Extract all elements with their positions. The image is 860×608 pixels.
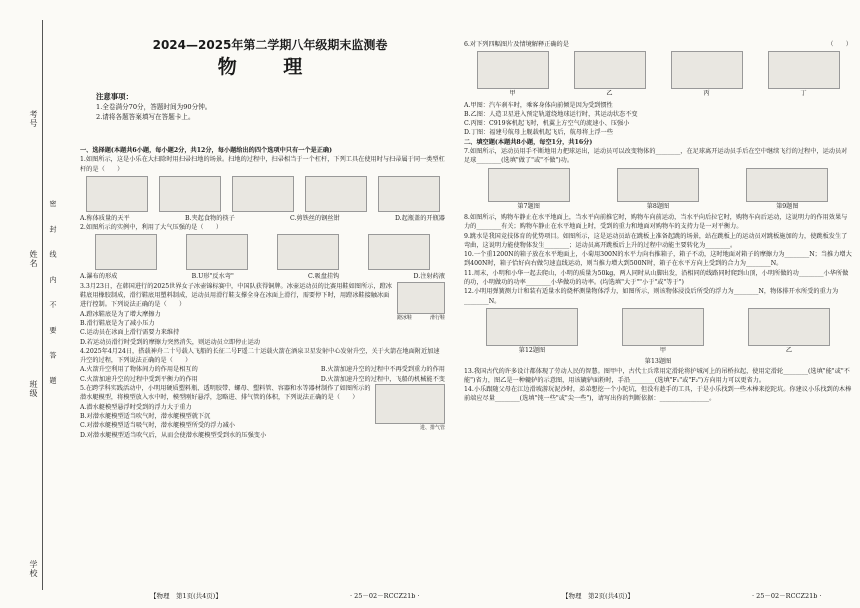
question-10: 10.一个重1200N的箱子放在水平地面上，小菊用300N的水平力向右推箱子，箱子不动，这时地面对箱子的摩擦力为________N；当推力增大到400N时，箱子恰好向右做匀速直线运动，则当推力增大到500N时，箱子在水平方向上受到的合力为________N。 — [464, 251, 852, 268]
q3-figure — [397, 282, 445, 323]
q2-options — [80, 272, 445, 281]
section-heading: 一、选择题(本题共6小题，每小题2分，共12分，每小题给出的四个选项中只有一个是正确) — [80, 147, 333, 154]
label-school: 学校 — [29, 560, 38, 578]
figure-image — [617, 168, 699, 202]
figure-image — [86, 176, 148, 212]
question-11: 11.周末，小明和小华一起去爬山，小明的质量为50kg，两人同时从山脚出发，沿相同的线路同时爬到山顶，小明所做的功________小华所做的功，小明做功的功率________小华做功的功率。(均选填"大于""小于"或"等于") — [464, 269, 849, 287]
option: B.夹起食物的筷子 — [184, 214, 235, 222]
q6-figures — [464, 51, 852, 98]
figure-caption: 第13题图 — [644, 358, 672, 366]
footer-right-page: 【物理 第2页(共4页)】 — [562, 592, 634, 600]
seal-warning: 密 封 线 内 不 要 答 题 — [49, 200, 57, 392]
question-2: 2.如图所示的实例中，利用了大气压强的是（ ） — [80, 224, 223, 232]
question-14: 14.小乐跟随父母在江边滑坡游玩泥沙时，弟弟想挖一个小陀坑，但没有趁手的工具，于是小乐找到一些木棒来挖陀坑。你建议小乐找到的木棒前端应尽量________(选填"钝一些"或"尖一些")，请写出你的判断依据：________________。 — [464, 386, 852, 403]
option: D.起瓶盖的开瓶器 — [394, 214, 445, 222]
q12-13-figures — [464, 308, 852, 355]
footer-left-page: 【物理 第1页(共4页)】 — [150, 592, 222, 600]
figure-image — [671, 51, 743, 89]
figure-image — [488, 168, 570, 202]
figure-caption: 蹬冰鞋 — [397, 314, 413, 321]
q1-options — [80, 214, 445, 223]
option: C.吸盘挂钩 — [308, 273, 340, 281]
option: D.丁图：福建号航母上舰载机起飞后，航母将上浮一些 — [464, 129, 614, 137]
page-right — [452, 0, 860, 608]
section-heading: 二、填空题(本题共8小题，每空1分，共16分) — [464, 138, 593, 146]
figure-caption: 甲 — [509, 90, 516, 98]
figure-caption: 滑行鞋 — [429, 314, 445, 321]
question-13: 13.我国古代的许多设计都体现了劳动人民的智慧。图甲中，古代士兵常用定滑轮将护城河上的吊桥拉起，使用定滑轮________(选填"能"或"不能")省力，图乙是一种辘轳的示意图，用该辘轳面粉时，手沿________(选填"F₁"或"F₂")方向用力可以更省力。 — [464, 367, 850, 384]
figure-image — [574, 51, 646, 89]
figure-caption: 乙 — [785, 346, 793, 354]
option: B.火箭加速升空的过程中不再受到重力的作用 — [320, 366, 445, 374]
question-9: 9.跳水是我国竞技体育的优势项目。如图所示，这是运动员站在跳板上准备起跳的场景，站在跳板上的运动员对跳板施加的力，使跳板发生了弯曲，这说明力能使物体发生________；运动员离开跳板后上升的过程中动能主要转化为________。 — [464, 232, 848, 249]
figure-image — [746, 168, 828, 202]
notice — [96, 92, 436, 122]
figure-image — [397, 282, 445, 314]
question-3: 蹬冰鞋 滑行鞋 3.3月23日，在韩国进行的2025世界女子冰壶锦标赛中，中国队获得铜牌。冰壶运动员的比赛用鞋如图所示，蹬冰鞋底用橡胶制成，滑行鞋底用塑料制成，运动员用滑行鞋支撑全身在冰面上滑行，需要停下时，用蹬冰鞋接触冰面进行控制。下列说法正确的是（ ） A.蹬冰鞋底是为了增大摩擦力 B.滑行鞋底是为了减小压力 C.运动员在冰面上滑行需要力来维持 D.若运动员滑行时受到的摩擦力突然消失，则运动员立即停止运动 — [80, 282, 445, 346]
notice-item: 2.请将各题答案填写在答题卡上。 — [96, 113, 195, 121]
option: C.丙图：C919客机起飞时，机翼上方空气的流速小、压强小 — [464, 120, 630, 128]
option: A.瀑布的形成 — [80, 273, 118, 281]
option: A.称体质量的天平 — [80, 214, 130, 222]
figure-caption: 甲 — [659, 346, 667, 354]
figure-image — [95, 234, 157, 270]
option: A.蹬冰鞋底是为了增大摩擦力 — [80, 310, 161, 318]
question-5: 进、排气管 5.在跨学科实践活动中，小明用硬质塑料瓶、透明胶带、螺母、塑料管、容器和水等器材制作了如图所示的潜水艇模型，将模型放入水中时，模型刚好悬浮，忽略进、排气管的体积，下列说法正确的是（ ） A.潜水艇模型悬浮时受到的浮力大于重力 B.对潜水艇模型适当吹气时，潜水艇模型就下沉 C.对潜水艇模型适当吸气时，潜水艇模型所受的浮力减小 D.对潜水艇模型适当吹气后，从而会使潜水艇模型受到水的压强变小 — [80, 385, 445, 439]
figure-caption: 第8题图 — [646, 202, 670, 210]
figure-image — [186, 234, 248, 270]
option: D.若运动员滑行时受到的摩擦力突然消失，则运动员立即停止运动 — [80, 338, 260, 346]
left-questions — [80, 146, 445, 440]
figure-image — [378, 176, 440, 212]
figure-caption: 丁 — [800, 90, 807, 98]
notice-heading: 注意事项： — [96, 92, 133, 101]
right-questions — [464, 40, 852, 404]
option: A.潜水艇模型悬浮时受到的浮力大于重力 — [80, 403, 192, 411]
label-name: 姓名 — [29, 250, 38, 268]
label-exam-no: 考号 — [29, 110, 38, 128]
figure-image — [748, 308, 830, 346]
figure-caption: 第12题图 — [518, 346, 546, 354]
option: C.火箭加速升空的过程中受到平衡力的作用 — [80, 375, 198, 383]
figure-image — [477, 51, 549, 89]
binding-margin — [0, 0, 60, 608]
figure-caption: 乙 — [606, 90, 613, 98]
footer-left-code: · 25－02－RCCZ21b · — [350, 592, 420, 600]
option: D.火箭加速升空的过程中，飞船的机械能不变 — [320, 375, 445, 383]
option: B.滑行鞋底是为了减小压力 — [80, 319, 155, 327]
figure-caption: 进、排气管 — [419, 425, 445, 432]
figure-image — [159, 176, 221, 212]
figure-image — [768, 51, 840, 89]
question-7: 7.如图所示，运动员用手不断地用力把球运出，运动员可以改变物体的________，在足球离开运动员手后在空中继续飞行的过程中，运动员对足球________(选填"做了"或"不做")功。 — [464, 148, 848, 165]
figure-caption: 丙 — [703, 90, 710, 98]
option: B.乙图：人造卫星进入预定轨道绕地球运行时，其运动状态不变 — [464, 110, 638, 118]
option: C.运动员在冰面上滑行需要力来维持 — [80, 329, 180, 337]
q1-figures — [80, 176, 445, 212]
footer-right-code: · 25－02－RCCZ21b · — [752, 592, 822, 600]
figure-image — [305, 176, 367, 212]
option: D.注射药液 — [413, 273, 445, 281]
question-6: 6.对下列四幅图片及情境解释正确的是 （ ） — [464, 41, 852, 48]
q7-9-figures — [464, 168, 852, 211]
figure-image — [375, 384, 445, 424]
notice-item: 1.全卷满分70分，答题时间为90分钟。 — [96, 103, 212, 111]
option: A.火箭升空利用了物体间力的作用是相互的 — [80, 366, 198, 374]
question-8: 8.如图所示，购物车静止在水平地面上，当水平向前推它时，购物车向前运动，当水平向后拉它时，购物车向后运动，这说明力的作用效果与力的________有关；购物车静止在水平地面上时，受到的重力和地面对购物车的支持力是一对平衡力。 — [464, 213, 848, 231]
figure-caption: 第9题图 — [776, 202, 799, 210]
option: D.对潜水艇模型适当吹气后，从而会使潜水艇模型受到水的压强变小 — [80, 431, 267, 439]
option: B.对潜水艇模型适当吹气时，潜水艇模型就下沉 — [80, 412, 211, 420]
exam-title: 2024—2025年第二学期八年级期末监测卷 — [152, 38, 388, 52]
q2-figures — [80, 234, 445, 270]
label-class: 班级 — [29, 380, 38, 398]
figure-image — [486, 308, 578, 346]
figure-image — [232, 176, 294, 212]
seal-line — [42, 20, 43, 590]
option: A.甲图：汽车刹车时，乘客身体向前倾是因为受到惯性 — [464, 101, 613, 109]
q5-figure — [375, 384, 445, 433]
question-1: 1.如图所示，这是小乐在大扫除时用扫帚扫地的场景。扫地的过程中，扫帚相当于一个杠杆，下列工具在使用时与扫帚属于同一类型杠杆的是（ ） — [80, 156, 445, 173]
option: C.对潜水艇模型适当吸气时，潜水艇模型所受的浮力减小 — [80, 422, 235, 430]
figure-caption: 第7题图 — [517, 202, 540, 210]
option: C.剪铁丝的钢丝钳 — [289, 214, 340, 222]
question-4: 4.2025年4月24日，搭载神舟二十号载人飞船的长征二号F遥二十运载火箭在酒泉卫星发射中心发射升空，关于火箭在地面附近加速升空的过程，下列说法正确的是（ ） A.火箭升空利用了物体间力的作用是相互的 B.火箭加速升空的过程中不再受到重力的作用 C.火箭加速升空的过程中受到平衡力的作用 D.火箭加速升空的过程中，飞船的机械能不变 — [80, 347, 445, 383]
option: B.U形"反水弯" — [191, 273, 234, 281]
figure-image — [277, 234, 339, 270]
figure-image — [368, 234, 430, 270]
figure-image — [622, 308, 704, 346]
subject-title: 物 理 — [217, 56, 323, 78]
question-12: 12.小明用弹簧测力计和装有适量水的烧杯测量物体浮力，如图所示，则该物体浸没后所受的浮力为________N，物体排开水所受的重力为________N。 — [464, 288, 839, 305]
